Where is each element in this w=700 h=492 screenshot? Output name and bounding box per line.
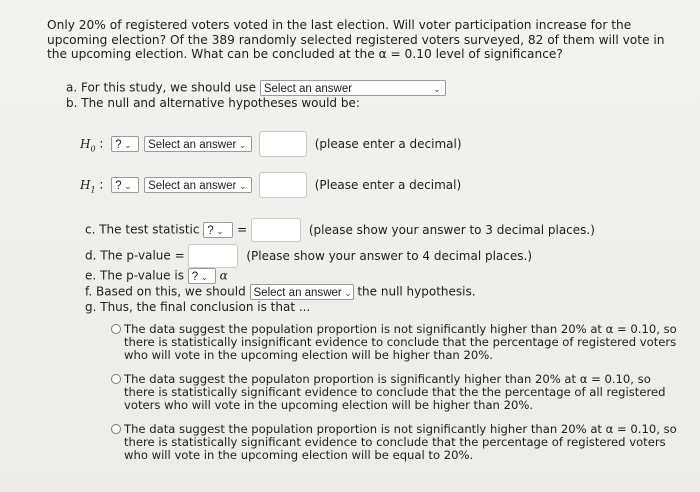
option-2-line-1: The data suggest the populaton proportion is significantly higher than 20% at α = 0.10, so — [124, 372, 651, 386]
alpha-symbol: α — [219, 268, 228, 283]
option-3-line-3: who will vote in the upcoming election will be equal to 20%. — [124, 448, 474, 462]
conclusion-option-2[interactable] — [124, 373, 665, 412]
part-f — [85, 284, 476, 300]
p-value-comparison-select[interactable]: ? ⌄ — [188, 268, 216, 284]
p-value-input[interactable] — [188, 244, 238, 268]
part-f-label: f. Based on this, we should — [85, 284, 246, 299]
h0-symbol: $H_0$ — [80, 136, 96, 153]
test-statistic-input[interactable] — [251, 218, 301, 242]
h0-parameter-select[interactable]: ? ⌄ — [111, 136, 139, 152]
option-1-line-2: there is statistically insignificant evidence to conclude that the percentage of registered voters — [124, 335, 677, 349]
h1-row — [80, 172, 461, 198]
h1-colon: : — [99, 177, 104, 192]
part-g-label: g. Thus, the final conclusion is that ... — [85, 300, 311, 314]
decision-select[interactable]: Select an answer ⌄ — [250, 284, 354, 300]
equals-sign: = — [237, 222, 248, 237]
test-statistic-select[interactable]: ? ⌄ — [203, 222, 233, 238]
part-f-tail: the null hypothesis. — [357, 284, 476, 299]
conclusion-option-3[interactable] — [124, 423, 677, 462]
h1-relation-select[interactable]: Select an answer ⌄ — [144, 177, 252, 193]
h1-symbol: $H_1$ — [80, 177, 96, 194]
option-3-line-2: there is statistically significant evidence to conclude that the percentage of registered voters — [124, 435, 666, 449]
radio-button[interactable] — [111, 424, 121, 434]
h0-relation-select[interactable]: Select an answer ⌄ — [144, 136, 252, 152]
radio-button[interactable] — [111, 324, 121, 334]
h0-colon: : — [99, 136, 104, 151]
option-1-line-3: who will vote in the upcoming election will be higher than 20%. — [124, 348, 493, 362]
part-a-label: a. For this study, we should use — [66, 80, 256, 95]
h1-hint: (Please enter a decimal) — [314, 177, 462, 192]
option-2-line-2: there is statistically significant evidence to conclude that the the percentage of all registered — [124, 385, 666, 399]
part-d — [85, 244, 532, 268]
question-text: Only 20% of registered voters voted in the last election. Will voter participation increase for the upcoming election? Of the 389 randomly selected registered voters surveyed, 82 of them will vote in the upcoming election. What can be concluded at the α = 0.10 level of significance? — [47, 18, 665, 61]
part-d-label: d. The p-value = — [85, 248, 185, 263]
option-1-line-1: The data suggest the population proportion is not significantly higher than 20% at α = 0.10, so — [124, 322, 677, 336]
part-d-hint: (Please show your answer to 4 decimal places.) — [246, 248, 532, 263]
part-e — [85, 268, 228, 284]
conclusion-option-1[interactable] — [124, 323, 677, 362]
study-type-select-value: Select an answer — [263, 83, 353, 95]
part-b-label: b. The null and alternative hypotheses would be: — [66, 96, 360, 110]
study-type-select[interactable] — [260, 80, 446, 96]
h0-value-input[interactable] — [259, 131, 307, 157]
part-e-label: e. The p-value is — [85, 268, 184, 283]
h0-hint: (please enter a decimal) — [314, 136, 462, 151]
h1-value-input[interactable] — [259, 172, 307, 198]
h1-parameter-select[interactable]: ? ⌄ — [111, 177, 139, 193]
h0-row — [80, 131, 462, 157]
option-2-line-3: voters who will vote in the upcoming election will be higher than 20%. — [124, 398, 534, 412]
part-c — [85, 218, 595, 242]
part-c-hint: (please show your answer to 3 decimal places.) — [308, 222, 595, 237]
part-c-label: c. The test statistic — [85, 222, 200, 237]
chevron-down-icon: ⌄ — [433, 84, 441, 94]
option-3-line-1: The data suggest the population proportion is not significantly higher than 20% at α = 0.10, so — [124, 422, 677, 436]
radio-button[interactable] — [111, 374, 121, 384]
part-a — [66, 80, 446, 96]
